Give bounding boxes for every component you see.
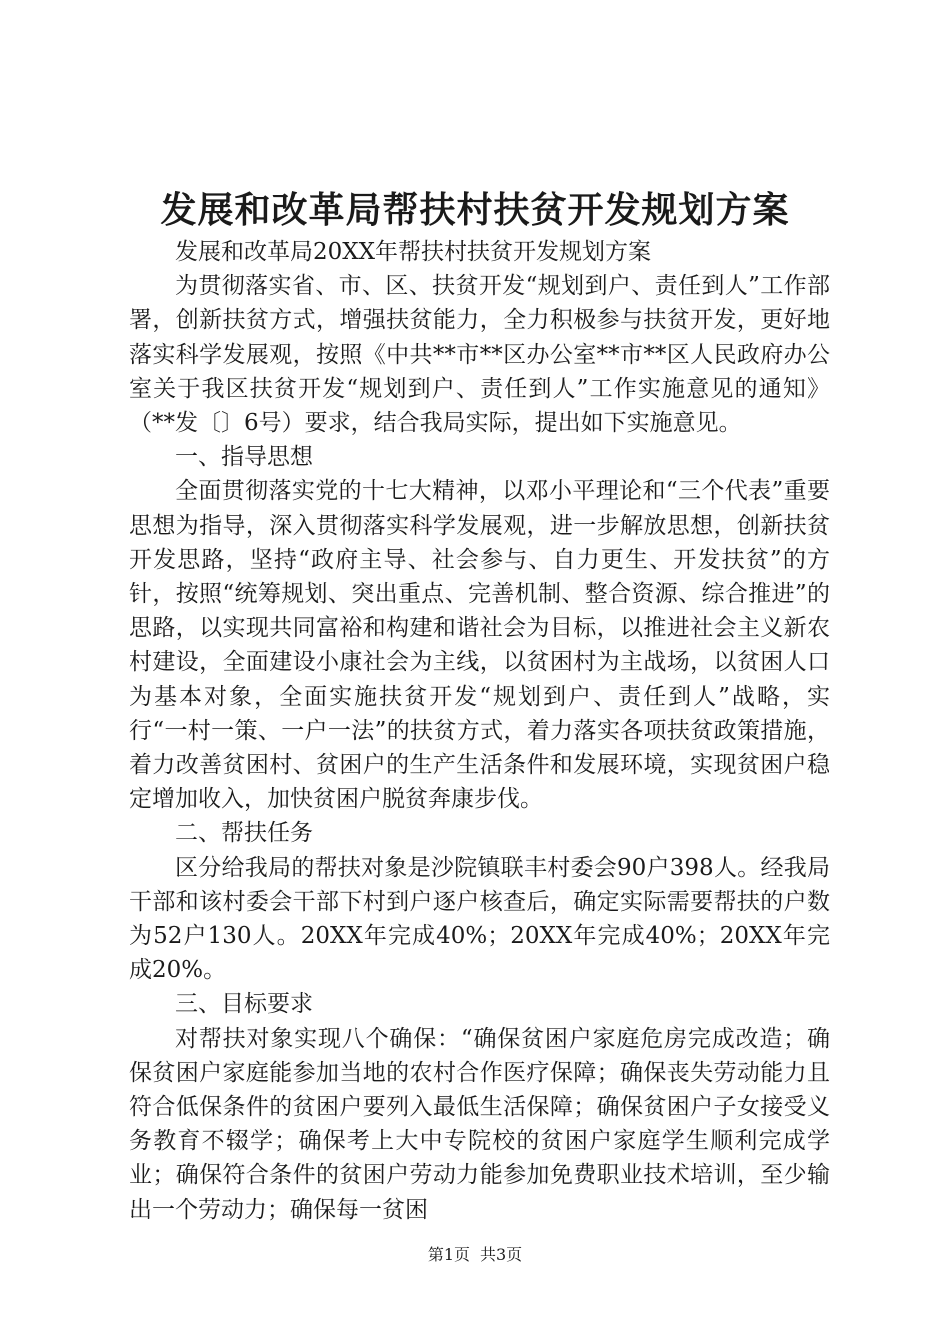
- intro-paragraph: 为贯彻落实省、市、区、扶贫开发“规划到户、责任到人”工作部署，创新扶贫方式，增强扶贫能力，全力积极参与扶贫开发，更好地落实科学发展观，按照《中共**市**区办公室**市**区人民政府办公室关于我区扶贫开发“规划到户、责任到人”工作实施意见的通知》（**发〔〕6号）要求，结合我局实际，提出如下实施意见。: [129, 273, 830, 437]
- document-title: 发展和改革局帮扶村扶贫开发规划方案: [160, 189, 790, 231]
- page-number: 第1页: [427, 1245, 470, 1264]
- section-heading-assistance-tasks: 二、帮扶任务: [175, 820, 313, 847]
- guiding-thought-paragraph: 全面贯彻落实党的十七大精神，以邓小平理论和“三个代表”重要思想为指导，深入贯彻落实科学发展观，进一步解放思想，创新扶贫开发思路，坚持“政府主导、社会参与、自力更生、开发扶贫”的方针，按照“统筹规划、突出重点、完善机制、整合资源、综合推进”的思路，以实现共同富裕和构建和谐社会为目标，以推进社会主义新农村建设，全面建设小康社会为主线，以贫困村为主战场，以贫困人口为基本对象，全面实施扶贫开发“规划到户、责任到人”战略，实行“一村一策、一户一法”的扶贫方式，着力落实各项扶贫政策措施，着力改善贫困村、贫困户的生产生活条件和发展环境，实现贫困户稳定增加收入，加快贫困户脱贫奔康步伐。: [129, 478, 830, 813]
- page-total: 共3页: [480, 1245, 523, 1264]
- assistance-tasks-paragraph: 区分给我局的帮扶对象是沙院镇联丰村委会90户398人。经我局干部和该村委会干部下村到户逐户核查后，确定实际需要帮扶的户数为52户130人。20XX年完成40%；20XX年完成40%；20XX年完成20%。: [129, 854, 830, 984]
- section-heading-guiding-thought: 一、指导思想: [175, 444, 313, 471]
- document-body: [129, 235, 830, 1227]
- page-footer: [0, 1244, 950, 1266]
- subtitle-paragraph: 发展和改革局20XX年帮扶村扶贫开发规划方案: [175, 239, 652, 265]
- goals-paragraph: 对帮扶对象实现八个确保：“确保贫困户家庭危房完成改造；确保贫困户家庭能参加当地的农村合作医疗保障；确保丧失劳动能力且符合低保条件的贫困户要列入最低生活保障；确保贫困户子女接受义务教育不辍学；确保考上大中专院校的贫困户家庭学生顺利完成学业；确保符合条件的贫困户劳动力能参加免费职业技术培训，至少输出一个劳动力；确保每一贫困: [129, 1025, 830, 1223]
- section-heading-goals: 三、目标要求: [175, 991, 313, 1018]
